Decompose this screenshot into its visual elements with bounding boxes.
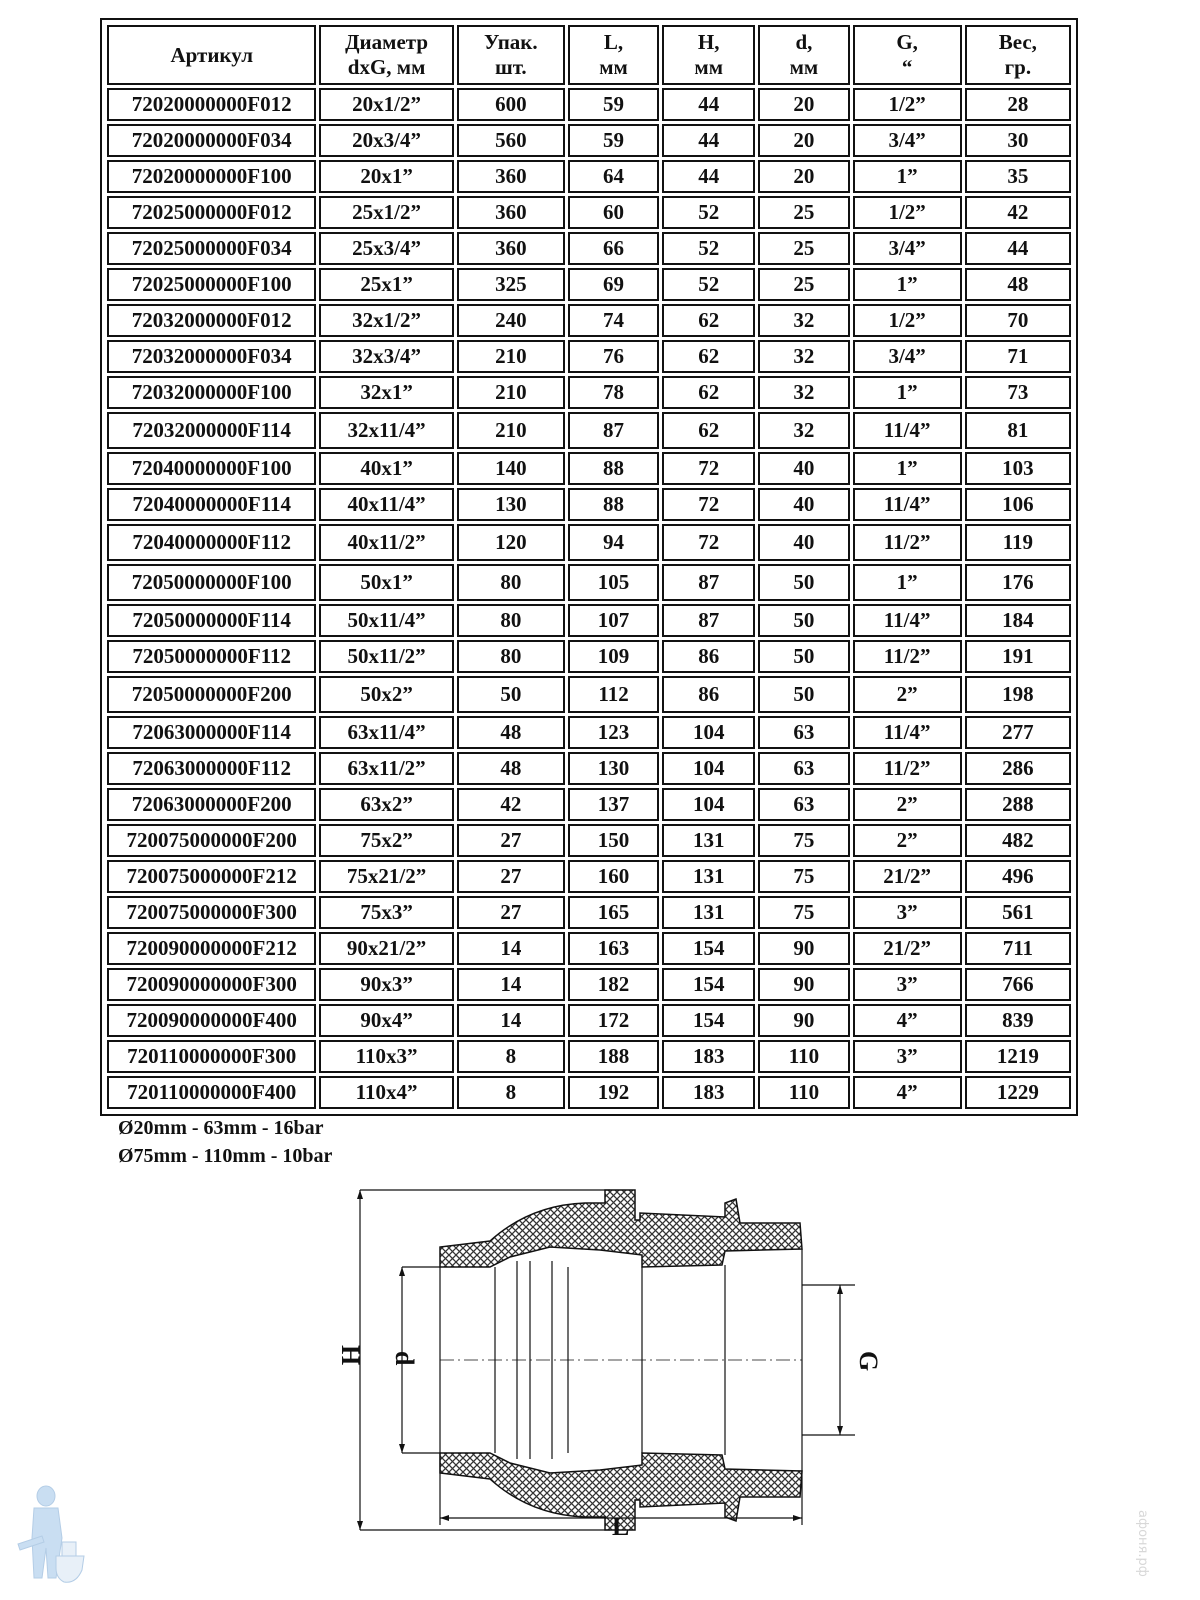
table-cell: 75 xyxy=(758,896,849,929)
table-cell: 72063000000F200 xyxy=(107,788,316,821)
table-cell: 40x11/4” xyxy=(319,488,453,521)
table-cell: 81 xyxy=(965,412,1071,449)
table-cell: 75x2” xyxy=(319,824,453,857)
table-cell: 3” xyxy=(853,1040,962,1073)
table-cell: 62 xyxy=(662,376,755,409)
table-cell: 50 xyxy=(758,564,849,601)
table-cell: 64 xyxy=(568,160,659,193)
table-cell: 72025000000F100 xyxy=(107,268,316,301)
table-cell: 71 xyxy=(965,340,1071,373)
table-cell: 2” xyxy=(853,676,962,713)
table-cell: 277 xyxy=(965,716,1071,749)
table-cell: 720075000000F200 xyxy=(107,824,316,857)
table-cell: 131 xyxy=(662,860,755,893)
table-cell: 27 xyxy=(457,824,565,857)
table-cell: 90 xyxy=(758,1004,849,1037)
table-cell: 27 xyxy=(457,860,565,893)
table-cell: 44 xyxy=(965,232,1071,265)
table-cell: 184 xyxy=(965,604,1071,637)
table-cell: 25x1/2” xyxy=(319,196,453,229)
column-header xyxy=(568,25,659,85)
table-cell: 482 xyxy=(965,824,1071,857)
table-row xyxy=(107,1040,1071,1073)
table-cell: 90x3” xyxy=(319,968,453,1001)
table-cell: 21/2” xyxy=(853,932,962,965)
table-cell: 25x1” xyxy=(319,268,453,301)
table-cell: 561 xyxy=(965,896,1071,929)
table-cell: 183 xyxy=(662,1040,755,1073)
table-row xyxy=(107,268,1071,301)
column-header-line1: L, xyxy=(603,30,624,54)
table-cell: 104 xyxy=(662,752,755,785)
table-row xyxy=(107,860,1071,893)
table-cell: 14 xyxy=(457,968,565,1001)
column-header xyxy=(662,25,755,85)
table-cell: 72050000000F112 xyxy=(107,640,316,673)
column-header xyxy=(965,25,1071,85)
table-cell: 1” xyxy=(853,452,962,485)
table-cell: 11/4” xyxy=(853,604,962,637)
table-cell: 198 xyxy=(965,676,1071,713)
table-cell: 80 xyxy=(457,640,565,673)
table-cell: 76 xyxy=(568,340,659,373)
table-cell: 35 xyxy=(965,160,1071,193)
column-header xyxy=(319,25,453,85)
table-cell: 72032000000F114 xyxy=(107,412,316,449)
table-cell: 72050000000F200 xyxy=(107,676,316,713)
table-cell: 210 xyxy=(457,376,565,409)
table-cell: 70 xyxy=(965,304,1071,337)
table-cell: 130 xyxy=(568,752,659,785)
table-body xyxy=(107,88,1071,1109)
table-cell: 50x2” xyxy=(319,676,453,713)
table-cell: 4” xyxy=(853,1004,962,1037)
table-cell: 210 xyxy=(457,340,565,373)
table-cell: 90x21/2” xyxy=(319,932,453,965)
table-cell: 52 xyxy=(662,232,755,265)
table-cell: 90x4” xyxy=(319,1004,453,1037)
table-cell: 3/4” xyxy=(853,232,962,265)
column-header-line2: мм xyxy=(599,55,628,79)
table-cell: 711 xyxy=(965,932,1071,965)
table-cell: 154 xyxy=(662,932,755,965)
table-row xyxy=(107,88,1071,121)
table-cell: 105 xyxy=(568,564,659,601)
table-cell: 25 xyxy=(758,268,849,301)
table-cell: 50 xyxy=(758,640,849,673)
table-cell: 74 xyxy=(568,304,659,337)
table-cell: 72 xyxy=(662,488,755,521)
column-header-line2: гр. xyxy=(1004,55,1032,79)
table-cell: 137 xyxy=(568,788,659,821)
table-cell: 72040000000F100 xyxy=(107,452,316,485)
table-cell: 104 xyxy=(662,788,755,821)
spec-table xyxy=(104,22,1074,1112)
dimension-label-L: L xyxy=(612,1512,630,1535)
table-cell: 27 xyxy=(457,896,565,929)
table-cell: 1” xyxy=(853,376,962,409)
table-cell: 72 xyxy=(662,452,755,485)
column-header-line1: Артикул xyxy=(170,42,253,67)
table-cell: 40 xyxy=(758,524,849,561)
table-row xyxy=(107,676,1071,713)
table-cell: 110x4” xyxy=(319,1076,453,1109)
table-cell: 131 xyxy=(662,824,755,857)
watermark: афоня.рф xyxy=(1135,1510,1150,1577)
table-cell: 720075000000F212 xyxy=(107,860,316,893)
table-cell: 600 xyxy=(457,88,565,121)
table-cell: 44 xyxy=(662,160,755,193)
table-cell: 150 xyxy=(568,824,659,857)
table-row xyxy=(107,124,1071,157)
table-cell: 11/2” xyxy=(853,640,962,673)
table-cell: 172 xyxy=(568,1004,659,1037)
table-cell: 11/2” xyxy=(853,752,962,785)
column-header xyxy=(457,25,565,85)
column-header-line1: Упак. xyxy=(484,30,538,54)
dimension-label-H: H xyxy=(336,1345,365,1366)
table-cell: 192 xyxy=(568,1076,659,1109)
table-cell: 80 xyxy=(457,564,565,601)
pressure-note-large: Ø75mm - 110mm - 10bar xyxy=(118,1145,333,1167)
table-row xyxy=(107,788,1071,821)
table-cell: 48 xyxy=(965,268,1071,301)
table-cell: 3/4” xyxy=(853,124,962,157)
table-cell: 32 xyxy=(758,340,849,373)
column-header-line2: шт. xyxy=(494,55,527,79)
table-cell: 32x1” xyxy=(319,376,453,409)
column-header-line1: Диаметр xyxy=(345,30,429,54)
table-cell: 325 xyxy=(457,268,565,301)
table-cell: 2” xyxy=(853,788,962,821)
table-row xyxy=(107,340,1071,373)
table-row xyxy=(107,1004,1071,1037)
table-cell: 50 xyxy=(457,676,565,713)
table-cell: 62 xyxy=(662,340,755,373)
table-cell: 106 xyxy=(965,488,1071,521)
table-cell: 110 xyxy=(758,1040,849,1073)
table-cell: 32 xyxy=(758,376,849,409)
table-cell: 63 xyxy=(758,716,849,749)
table-cell: 90 xyxy=(758,968,849,1001)
table-cell: 69 xyxy=(568,268,659,301)
table-cell: 20x1/2” xyxy=(319,88,453,121)
table-cell: 107 xyxy=(568,604,659,637)
table-cell: 63 xyxy=(758,752,849,785)
pressure-notes xyxy=(118,1114,332,1170)
table-cell: 32x1/2” xyxy=(319,304,453,337)
table-cell: 140 xyxy=(457,452,565,485)
column-header-line2: мм xyxy=(694,55,724,79)
column-header-line2: мм xyxy=(789,55,819,79)
table-cell: 176 xyxy=(965,564,1071,601)
table-cell: 44 xyxy=(662,124,755,157)
table-row xyxy=(107,196,1071,229)
table-cell: 191 xyxy=(965,640,1071,673)
table-row xyxy=(107,524,1071,561)
table-cell: 110 xyxy=(758,1076,849,1109)
table-row xyxy=(107,412,1071,449)
table-cell: 72 xyxy=(662,524,755,561)
table-cell: 360 xyxy=(457,160,565,193)
table-cell: 42 xyxy=(965,196,1071,229)
column-header xyxy=(853,25,962,85)
table-cell: 11/4” xyxy=(853,488,962,521)
table-row xyxy=(107,932,1071,965)
table-cell: 87 xyxy=(568,412,659,449)
table-row xyxy=(107,968,1071,1001)
table-cell: 20 xyxy=(758,88,849,121)
table-cell: 163 xyxy=(568,932,659,965)
table-cell: 112 xyxy=(568,676,659,713)
table-cell: 165 xyxy=(568,896,659,929)
table-cell: 50x1” xyxy=(319,564,453,601)
table-cell: 62 xyxy=(662,304,755,337)
table-cell: 154 xyxy=(662,1004,755,1037)
pressure-note-small: Ø20mm - 63mm - 16bar xyxy=(118,1117,324,1139)
table-cell: 11/4” xyxy=(853,716,962,749)
table-cell: 130 xyxy=(457,488,565,521)
column-header-line1: Вес, xyxy=(998,30,1037,54)
table-cell: 123 xyxy=(568,716,659,749)
table-cell: 288 xyxy=(965,788,1071,821)
table-cell: 20x1” xyxy=(319,160,453,193)
table-cell: 72032000000F034 xyxy=(107,340,316,373)
table-cell: 72020000000F012 xyxy=(107,88,316,121)
table-cell: 14 xyxy=(457,932,565,965)
table-cell: 75 xyxy=(758,860,849,893)
table-cell: 188 xyxy=(568,1040,659,1073)
column-header-line2: dxG, мм xyxy=(347,55,426,79)
table-cell: 62 xyxy=(662,412,755,449)
table-cell: 40x1” xyxy=(319,452,453,485)
table-cell: 72032000000F100 xyxy=(107,376,316,409)
table-cell: 50 xyxy=(758,604,849,637)
table-cell: 72050000000F100 xyxy=(107,564,316,601)
dimension-label-d: d xyxy=(390,1351,419,1366)
table-cell: 720110000000F400 xyxy=(107,1076,316,1109)
table-cell: 1” xyxy=(853,564,962,601)
table-cell: 720090000000F300 xyxy=(107,968,316,1001)
plumber-mascot-icon xyxy=(6,1478,86,1593)
table-cell: 119 xyxy=(965,524,1071,561)
table-cell: 11/4” xyxy=(853,412,962,449)
table-cell: 720110000000F300 xyxy=(107,1040,316,1073)
table-cell: 63x11/2” xyxy=(319,752,453,785)
table-cell: 210 xyxy=(457,412,565,449)
table-cell: 48 xyxy=(457,716,565,749)
table-cell: 50 xyxy=(758,676,849,713)
table-cell: 20 xyxy=(758,160,849,193)
table-cell: 25 xyxy=(758,232,849,265)
table-cell: 766 xyxy=(965,968,1071,1001)
table-cell: 86 xyxy=(662,676,755,713)
table-cell: 75 xyxy=(758,824,849,857)
table-cell: 87 xyxy=(662,604,755,637)
table-cell: 30 xyxy=(965,124,1071,157)
spec-table-frame xyxy=(100,18,1078,1116)
table-cell: 1” xyxy=(853,268,962,301)
table-cell: 75x3” xyxy=(319,896,453,929)
table-cell: 75x21/2” xyxy=(319,860,453,893)
table-cell: 14 xyxy=(457,1004,565,1037)
table-cell: 40 xyxy=(758,452,849,485)
column-header-line1: G, xyxy=(896,30,918,54)
table-cell: 87 xyxy=(662,564,755,601)
column-header xyxy=(758,25,849,85)
table-cell: 72020000000F100 xyxy=(107,160,316,193)
table-cell: 40x11/2” xyxy=(319,524,453,561)
table-cell: 72050000000F114 xyxy=(107,604,316,637)
table-row xyxy=(107,376,1071,409)
table-cell: 2” xyxy=(853,824,962,857)
table-header-row xyxy=(107,25,1071,85)
table-cell: 120 xyxy=(457,524,565,561)
table-cell: 8 xyxy=(457,1076,565,1109)
table-cell: 154 xyxy=(662,968,755,1001)
table-cell: 63x11/4” xyxy=(319,716,453,749)
table-row xyxy=(107,304,1071,337)
table-cell: 63 xyxy=(758,788,849,821)
table-cell: 60 xyxy=(568,196,659,229)
table-row xyxy=(107,640,1071,673)
table-cell: 3” xyxy=(853,968,962,1001)
table-cell: 72032000000F012 xyxy=(107,304,316,337)
table-cell: 32x3/4” xyxy=(319,340,453,373)
table-cell: 11/2” xyxy=(853,524,962,561)
table-cell: 44 xyxy=(662,88,755,121)
table-row xyxy=(107,232,1071,265)
table-cell: 32 xyxy=(758,304,849,337)
table-row xyxy=(107,488,1071,521)
table-cell: 72040000000F112 xyxy=(107,524,316,561)
table-cell: 63x2” xyxy=(319,788,453,821)
table-cell: 66 xyxy=(568,232,659,265)
table-cell: 59 xyxy=(568,88,659,121)
table-cell: 360 xyxy=(457,196,565,229)
table-cell: 28 xyxy=(965,88,1071,121)
table-row xyxy=(107,1076,1071,1109)
table-cell: 90 xyxy=(758,932,849,965)
table-cell: 48 xyxy=(457,752,565,785)
table-row xyxy=(107,564,1071,601)
table-cell: 52 xyxy=(662,268,755,301)
dimension-label-G: G xyxy=(854,1351,883,1372)
table-cell: 1/2” xyxy=(853,88,962,121)
table-cell: 183 xyxy=(662,1076,755,1109)
column-header xyxy=(107,25,316,85)
table-cell: 1/2” xyxy=(853,196,962,229)
table-cell: 20 xyxy=(758,124,849,157)
table-row xyxy=(107,752,1071,785)
table-row xyxy=(107,896,1071,929)
table-cell: 8 xyxy=(457,1040,565,1073)
table-cell: 72025000000F034 xyxy=(107,232,316,265)
table-cell: 88 xyxy=(568,452,659,485)
table-row xyxy=(107,452,1071,485)
table-cell: 3” xyxy=(853,896,962,929)
table-cell: 1” xyxy=(853,160,962,193)
table-cell: 94 xyxy=(568,524,659,561)
table-cell: 78 xyxy=(568,376,659,409)
table-cell: 109 xyxy=(568,640,659,673)
table-cell: 4” xyxy=(853,1076,962,1109)
table-cell: 560 xyxy=(457,124,565,157)
table-cell: 59 xyxy=(568,124,659,157)
table-row xyxy=(107,160,1071,193)
table-cell: 131 xyxy=(662,896,755,929)
table-cell: 72025000000F012 xyxy=(107,196,316,229)
table-cell: 720090000000F400 xyxy=(107,1004,316,1037)
table-cell: 72020000000F034 xyxy=(107,124,316,157)
table-row xyxy=(107,824,1071,857)
table-cell: 42 xyxy=(457,788,565,821)
table-cell: 52 xyxy=(662,196,755,229)
table-cell: 80 xyxy=(457,604,565,637)
table-cell: 25 xyxy=(758,196,849,229)
table-cell: 720090000000F212 xyxy=(107,932,316,965)
table-cell: 40 xyxy=(758,488,849,521)
table-cell: 160 xyxy=(568,860,659,893)
table-cell: 73 xyxy=(965,376,1071,409)
column-header-line1: H, xyxy=(697,30,720,54)
table-cell: 21/2” xyxy=(853,860,962,893)
table-cell: 240 xyxy=(457,304,565,337)
table-cell: 25x3/4” xyxy=(319,232,453,265)
table-cell: 88 xyxy=(568,488,659,521)
table-cell: 360 xyxy=(457,232,565,265)
table-cell: 20x3/4” xyxy=(319,124,453,157)
table-cell: 286 xyxy=(965,752,1071,785)
table-cell: 839 xyxy=(965,1004,1071,1037)
table-cell: 32x11/4” xyxy=(319,412,453,449)
table-row xyxy=(107,716,1071,749)
table-cell: 50x11/2” xyxy=(319,640,453,673)
table-cell: 50x11/4” xyxy=(319,604,453,637)
fitting-cross-section-diagram xyxy=(330,1185,890,1540)
table-cell: 72063000000F114 xyxy=(107,716,316,749)
table-cell: 1229 xyxy=(965,1076,1071,1109)
table-cell: 103 xyxy=(965,452,1071,485)
table-cell: 720075000000F300 xyxy=(107,896,316,929)
column-header-line2: “ xyxy=(901,55,913,79)
table-cell: 86 xyxy=(662,640,755,673)
table-row xyxy=(107,604,1071,637)
table-cell: 1/2” xyxy=(853,304,962,337)
table-cell: 496 xyxy=(965,860,1071,893)
table-cell: 110x3” xyxy=(319,1040,453,1073)
table-cell: 104 xyxy=(662,716,755,749)
table-cell: 72063000000F112 xyxy=(107,752,316,785)
table-cell: 3/4” xyxy=(853,340,962,373)
table-cell: 1219 xyxy=(965,1040,1071,1073)
column-header-line1: d, xyxy=(795,30,813,54)
table-cell: 182 xyxy=(568,968,659,1001)
table-cell: 32 xyxy=(758,412,849,449)
table-cell: 72040000000F114 xyxy=(107,488,316,521)
